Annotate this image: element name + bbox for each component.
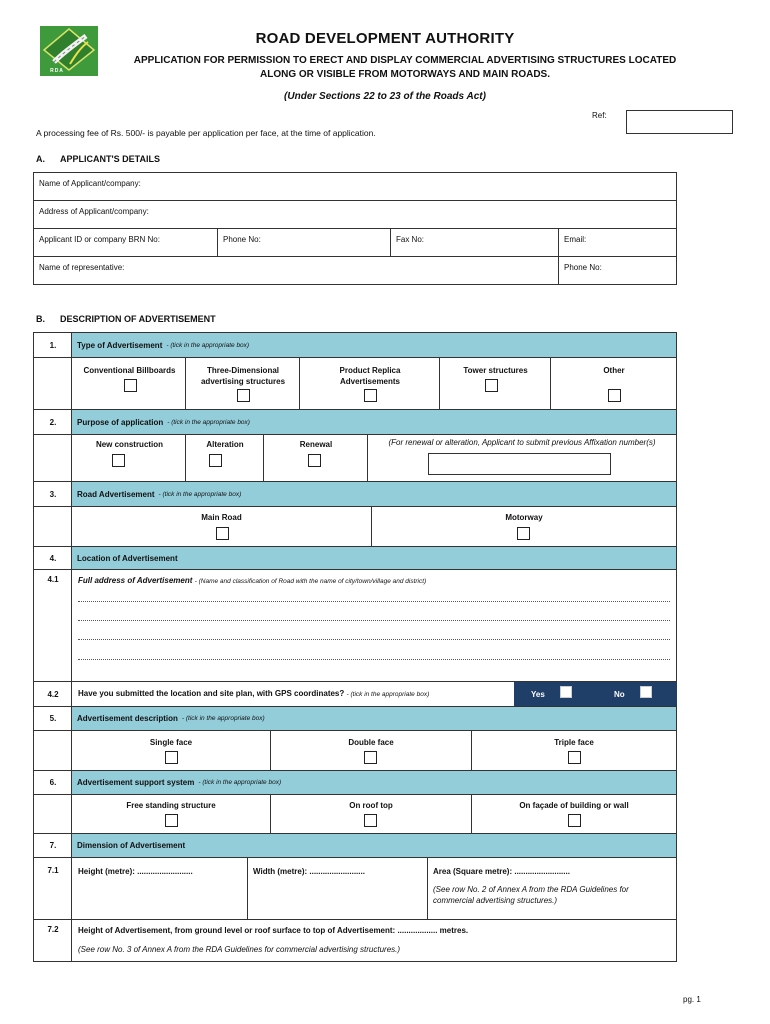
gps-yes-label: Yes [531, 690, 545, 699]
q4-1-number: 4.1 [47, 574, 59, 584]
q6-opt-facade-label: On façade of building or wall [519, 801, 629, 810]
q4-2-label: Have you submitted the location and site plan, with GPS coordinates? [78, 689, 345, 698]
q1-label: Type of Advertisement [77, 340, 163, 350]
section-a-title: APPLICANT'S DETAILS [60, 154, 160, 164]
address-line-4[interactable] [78, 659, 670, 660]
q7-number: 7. [34, 833, 72, 858]
representative-row [34, 257, 676, 285]
q4-number: 4. [34, 546, 72, 570]
q2-alteration-checkbox[interactable] [209, 454, 222, 467]
q3-motorway-checkbox[interactable] [517, 527, 530, 540]
ref-label: Ref: [592, 111, 607, 120]
section-b-title: DESCRIPTION OF ADVERTISEMENT [60, 314, 216, 324]
section-a-heading [36, 154, 336, 166]
applicant-name-label: Name of Applicant/company: [39, 179, 141, 188]
q5-double-checkbox[interactable] [364, 751, 377, 764]
q6-opt-roof-top-label: On roof top [349, 801, 393, 810]
area-note [433, 884, 629, 906]
q1-divider-2 [299, 358, 300, 410]
q3-opt-motorway-label: Motorway [505, 513, 543, 522]
q7-band [72, 833, 676, 858]
q1-opt-replica-line2: Advertisements [339, 377, 401, 386]
q1-opt-3d-line2: advertising structures [200, 377, 286, 386]
fee-notice: A processing fee of Rs. 500/- is payable per application per face, at the time of application. [36, 128, 376, 138]
q5-band [72, 706, 676, 731]
representative-phone-field[interactable] [558, 257, 676, 285]
phone-field[interactable] [217, 229, 390, 256]
q6-roof-top-checkbox[interactable] [364, 814, 377, 827]
q3-main-road-checkbox[interactable] [216, 527, 229, 540]
applicant-name-row[interactable] [34, 173, 676, 201]
q4-label: Location of Advertisement [77, 553, 178, 563]
q1-opt-3d-label [187, 365, 299, 387]
q5-single-checkbox[interactable] [165, 751, 178, 764]
q6-band [72, 770, 676, 795]
q2-divider-1 [185, 435, 186, 481]
address-line-2[interactable] [78, 620, 670, 621]
q6-facade-checkbox[interactable] [568, 814, 581, 827]
q2-renewal-note: (For renewal or alteration, Applicant to submit previous Affixation number(s) [388, 438, 656, 447]
area-note-line1: (See row No. 2 of Annex A from the RDA Guidelines for [433, 885, 629, 894]
q2-new-checkbox[interactable] [112, 454, 125, 467]
q1-number: 1. [34, 333, 72, 358]
applicant-address-label: Address of Applicant/company: [39, 207, 149, 216]
width-field[interactable]: Width (metre): ......................... [253, 867, 365, 876]
q4-2-question [78, 688, 429, 700]
section-a-number: A. [36, 154, 45, 164]
q1-divider-3 [439, 358, 440, 410]
q6-number: 6. [34, 770, 72, 795]
ground-height-field[interactable]: Height of Advertisement, from ground level or roof surface to top of Advertisement: .................. metres. [78, 926, 469, 935]
q5-opt-single-label: Single face [149, 738, 193, 747]
address-line-3[interactable] [78, 639, 670, 640]
fax-label: Fax No: [396, 235, 425, 244]
q1-tower-checkbox[interactable] [485, 379, 498, 392]
q2-divider-2 [263, 435, 264, 481]
page-title: ROAD DEVELOPMENT AUTHORITY [255, 30, 515, 47]
q5-opt-double-label: Double face [348, 738, 394, 747]
q7-label: Dimension of Advertisement [77, 841, 186, 850]
representative-field[interactable] [34, 257, 558, 285]
q3-label: Road Advertisement [77, 489, 155, 499]
applicant-id-field[interactable] [34, 229, 217, 256]
representative-phone-label: Phone No: [564, 263, 602, 272]
applicant-name-field[interactable] [34, 173, 676, 200]
q7-1-number: 7.1 [47, 865, 59, 875]
section-b-heading [36, 314, 336, 326]
q4-band [72, 546, 676, 570]
q3-note: - (tick in the appropriate box) [158, 490, 242, 498]
q5-opt-triple-label: Triple face [554, 738, 594, 747]
q7-1-divider-1 [247, 858, 248, 919]
representative-label: Name of representative: [39, 263, 125, 272]
q1-opt-other-label: Other [603, 366, 625, 375]
q5-number: 5. [34, 706, 72, 731]
affixation-number-field[interactable] [428, 453, 611, 475]
q1-note: - (tick in the appropriate box) [166, 341, 250, 349]
email-label: Email: [564, 235, 587, 244]
applicant-address-row[interactable] [34, 201, 676, 229]
q1-opt-billboards-label: Conventional Billboards [83, 366, 176, 375]
q3-band [72, 481, 676, 507]
subtitle-line-2: ALONG OR VISIBLE FROM MOTORWAYS AND MAIN ROADS. [259, 69, 550, 80]
gps-no-label: No [614, 690, 625, 699]
ground-height-note: (See row No. 3 of Annex A from the RDA Guidelines for commercial advertising structures.) [78, 945, 401, 954]
q2-renewal-checkbox[interactable] [308, 454, 321, 467]
section-b-number: B. [36, 314, 45, 324]
q1-opt-tower-label: Tower structures [463, 366, 528, 375]
gps-yes-checkbox[interactable] [560, 686, 572, 698]
q4-2-number: 4.2 [47, 689, 59, 699]
ref-field[interactable] [626, 110, 733, 134]
applicant-id-label: Applicant ID or company BRN No: [39, 235, 160, 244]
applicant-contact-row [34, 229, 676, 257]
q4-1-label: Full address of Advertisement [78, 576, 193, 585]
q6-opt-free-standing-label: Free standing structure [126, 801, 216, 810]
gps-no-checkbox[interactable] [640, 686, 652, 698]
area-note-line2: commercial advertising structures.) [433, 896, 558, 905]
q5-triple-checkbox[interactable] [568, 751, 581, 764]
act-sections: (Under Sections 22 to 23 of the Roads Act) [284, 91, 486, 102]
q2-note: - (tick in the appropriate box) [167, 418, 250, 426]
q3-opt-main-road-label: Main Road [201, 513, 242, 522]
q5-note: - (tick in the appropriate box) [181, 715, 265, 722]
q1-opt-3d-line1: Three-Dimensional [206, 366, 279, 375]
q6-free-standing-checkbox[interactable] [165, 814, 178, 827]
q7-1-divider-2 [427, 858, 428, 919]
advertisement-table [33, 332, 677, 962]
q2-label: Purpose of application [77, 417, 164, 427]
q5-label: Advertisement description [77, 714, 178, 723]
q1-band [72, 333, 676, 358]
q1-billboards-checkbox[interactable] [124, 379, 137, 392]
q2-number: 2. [34, 409, 72, 435]
q2-opt-new-label: New construction [95, 440, 164, 449]
q2-opt-renewal-label: Renewal [299, 440, 333, 449]
q1-opt-replica-label [301, 365, 439, 387]
height-field[interactable]: Height (metre): ......................... [78, 867, 193, 876]
phone-label: Phone No: [223, 235, 261, 244]
logo-text: RDA [50, 68, 64, 74]
q1-3d-checkbox[interactable] [237, 389, 250, 402]
q1-replica-checkbox[interactable] [364, 389, 377, 402]
subtitle-line-1: APPLICATION FOR PERMISSION TO ERECT AND DISPLAY COMMERCIAL ADVERTISING STRUCTURES LOCATED [133, 55, 677, 66]
q6-note: - (tick in the appropriate box) [198, 779, 282, 786]
q7-2-top-rule [34, 919, 676, 920]
applicant-address-field[interactable] [34, 201, 676, 228]
address-line-1[interactable] [78, 601, 670, 602]
gps-yes-no-panel [514, 682, 677, 706]
q4-2-note: - (tick in the appropriate box) [346, 691, 430, 698]
email-field[interactable] [558, 229, 676, 256]
area-field[interactable]: Area (Square metre): ......................... [433, 867, 570, 876]
q1-opt-replica-line1: Product Replica [339, 366, 401, 375]
q4-1-heading [78, 575, 426, 587]
q1-divider-4 [550, 358, 551, 410]
page-subtitle [100, 54, 710, 82]
q3-number: 3. [34, 481, 72, 507]
page-number: pg. 1 [683, 995, 701, 1004]
q1-other-checkbox[interactable] [608, 389, 621, 402]
q2-opt-alteration-label: Alteration [206, 440, 244, 449]
q7-2-number: 7.2 [47, 924, 59, 934]
q2-band [72, 409, 676, 435]
q1-divider-1 [185, 358, 186, 410]
q6-label: Advertisement support system [77, 778, 195, 787]
applicant-details-table [33, 172, 677, 285]
q4-1-note: - (Name and classification of Road with the name of city/town/village and district) [194, 578, 427, 585]
fax-field[interactable] [390, 229, 558, 256]
